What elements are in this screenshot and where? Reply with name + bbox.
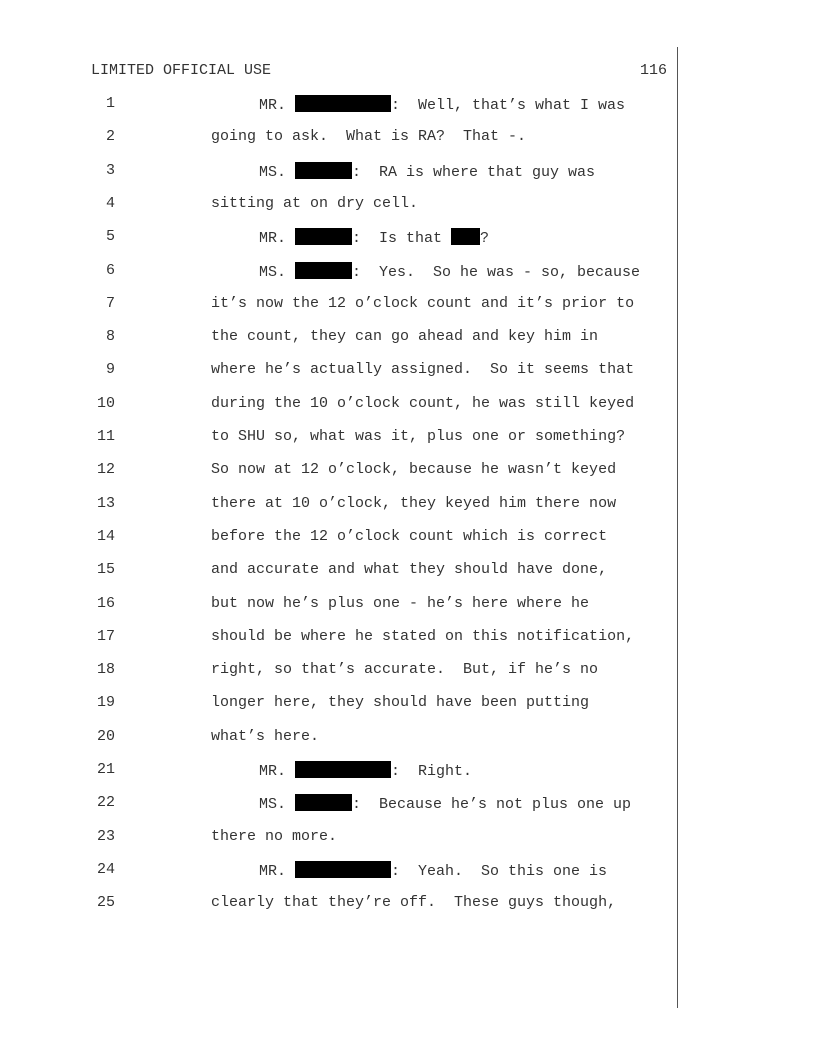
line-number: 3 xyxy=(105,161,115,179)
redaction-box xyxy=(295,861,391,878)
transcript-line xyxy=(0,661,816,683)
speaker-text: longer here, they should have been putting xyxy=(211,694,590,712)
line-number: 25 xyxy=(96,894,115,912)
transcript-line xyxy=(0,128,816,150)
transcript-line xyxy=(0,428,816,450)
line-text xyxy=(211,728,319,745)
transcript-line xyxy=(0,894,816,916)
speaker-text: right, so that’s accurate. But, if he’s no xyxy=(211,661,599,679)
line-text xyxy=(211,128,526,145)
dialogue-text: : Yeah. So this one is xyxy=(391,862,608,880)
speaker-text: should be where he stated on this notification, xyxy=(211,627,635,645)
line-text xyxy=(259,95,625,114)
line-text xyxy=(211,395,634,412)
transcript-line xyxy=(0,761,816,783)
transcript-line xyxy=(0,561,816,583)
speaker-text: MS. xyxy=(259,263,296,281)
line-number: 9 xyxy=(105,361,115,379)
line-text xyxy=(259,794,631,813)
speaker-text: sitting at on dry cell. xyxy=(211,194,419,212)
line-number: 21 xyxy=(96,761,115,778)
line-text xyxy=(259,861,607,880)
line-number: 16 xyxy=(96,594,115,612)
transcript-line xyxy=(0,495,816,517)
transcript-line xyxy=(0,262,816,284)
transcript-line xyxy=(0,528,816,550)
speaker-text: the count, they can go ahead and key him in xyxy=(211,328,599,346)
line-number: 2 xyxy=(105,128,115,146)
line-number: 6 xyxy=(105,261,115,279)
line-number: 22 xyxy=(96,794,115,812)
dialogue-text: : Because he’s not plus one up xyxy=(352,796,632,814)
line-text xyxy=(211,361,634,378)
transcript-line xyxy=(0,728,816,750)
speaker-text: there at 10 o’clock, they keyed him there now xyxy=(211,494,617,512)
line-number: 1 xyxy=(105,95,115,112)
transcript-line xyxy=(0,195,816,217)
line-number: 8 xyxy=(105,328,115,346)
transcript-line xyxy=(0,295,816,317)
speaker-text: what’s here. xyxy=(211,727,320,745)
line-number: 7 xyxy=(105,294,115,312)
line-number: 14 xyxy=(96,527,115,545)
transcript-line xyxy=(0,628,816,650)
transcript-line xyxy=(0,828,816,850)
speaker-text: it’s now the 12 o’clock count and it’s prior to xyxy=(211,294,635,312)
line-text xyxy=(211,195,418,212)
dialogue-text: : Yes. So he was - so, because xyxy=(352,263,641,281)
line-number: 23 xyxy=(96,827,115,845)
line-text xyxy=(211,628,634,645)
transcript-line xyxy=(0,328,816,350)
redaction-box xyxy=(295,794,352,811)
line-number: 12 xyxy=(96,461,115,479)
page-number: 116 xyxy=(639,62,667,79)
speaker-text: MR. xyxy=(259,862,296,880)
transcript-line xyxy=(0,861,816,883)
line-number: 20 xyxy=(96,727,115,745)
speaker-text: MS. xyxy=(259,796,296,814)
line-number: 10 xyxy=(96,394,115,412)
transcript-line xyxy=(0,595,816,617)
line-number: 5 xyxy=(105,228,115,246)
line-text xyxy=(259,761,472,780)
line-text xyxy=(211,328,598,345)
speaker-text: to SHU so, what was it, plus one or something? xyxy=(211,428,626,445)
line-number: 18 xyxy=(96,661,115,679)
line-text xyxy=(211,595,589,612)
transcript-line xyxy=(0,395,816,417)
line-number: 11 xyxy=(96,428,115,445)
line-text xyxy=(259,228,489,247)
dialogue-text: ? xyxy=(480,230,490,248)
line-text xyxy=(211,295,634,312)
line-text xyxy=(211,428,625,445)
transcript-line xyxy=(0,228,816,250)
line-text xyxy=(211,694,589,711)
dialogue-text: : Is that xyxy=(352,230,452,248)
dialogue-text: : RA is where that guy was xyxy=(352,163,596,181)
speaker-text: going to ask. What is RA? That -. xyxy=(211,128,527,146)
line-number: 13 xyxy=(96,494,115,512)
redaction-box xyxy=(451,228,480,245)
speaker-text: there no more. xyxy=(211,827,338,845)
line-text xyxy=(211,461,616,478)
redaction-box xyxy=(295,95,391,112)
speaker-text: MS. xyxy=(259,163,296,181)
line-text xyxy=(211,561,607,578)
line-number: 4 xyxy=(105,194,115,212)
classification-header: LIMITED OFFICIAL USE xyxy=(91,62,272,79)
speaker-text: before the 12 o’clock count which is correct xyxy=(211,527,608,545)
transcript-line xyxy=(0,694,816,716)
speaker-text: MR. xyxy=(259,97,296,114)
speaker-text: MR. xyxy=(259,763,296,780)
line-text xyxy=(211,828,337,845)
speaker-text: clearly that they’re off. These guys though, xyxy=(211,894,617,912)
line-text xyxy=(211,528,607,545)
line-number: 17 xyxy=(96,627,115,645)
line-number: 24 xyxy=(96,860,115,878)
speaker-text: where he’s actually assigned. So it seems that xyxy=(211,361,635,379)
transcript-line xyxy=(0,162,816,184)
line-text xyxy=(259,162,595,181)
transcript-line xyxy=(0,95,816,117)
line-text xyxy=(259,262,640,281)
line-text xyxy=(211,661,598,678)
redaction-box xyxy=(295,162,352,179)
redaction-box xyxy=(295,761,391,778)
line-number: 15 xyxy=(96,561,115,579)
speaker-text: So now at 12 o’clock, because he wasn’t keyed xyxy=(211,461,617,479)
redaction-box xyxy=(295,262,352,279)
speaker-text: but now he’s plus one - he’s here where he xyxy=(211,594,590,612)
speaker-text: and accurate and what they should have done, xyxy=(211,561,608,579)
transcript-line xyxy=(0,461,816,483)
dialogue-text: : Right. xyxy=(391,763,473,780)
redaction-box xyxy=(295,228,352,245)
line-text xyxy=(211,894,616,911)
transcript-line xyxy=(0,794,816,816)
dialogue-text: : Well, that’s what I was xyxy=(391,97,626,114)
line-text xyxy=(211,495,616,512)
speaker-text: MR. xyxy=(259,230,296,248)
line-number: 19 xyxy=(96,694,115,712)
speaker-text: during the 10 o’clock count, he was still keyed xyxy=(211,394,635,412)
transcript-line xyxy=(0,361,816,383)
